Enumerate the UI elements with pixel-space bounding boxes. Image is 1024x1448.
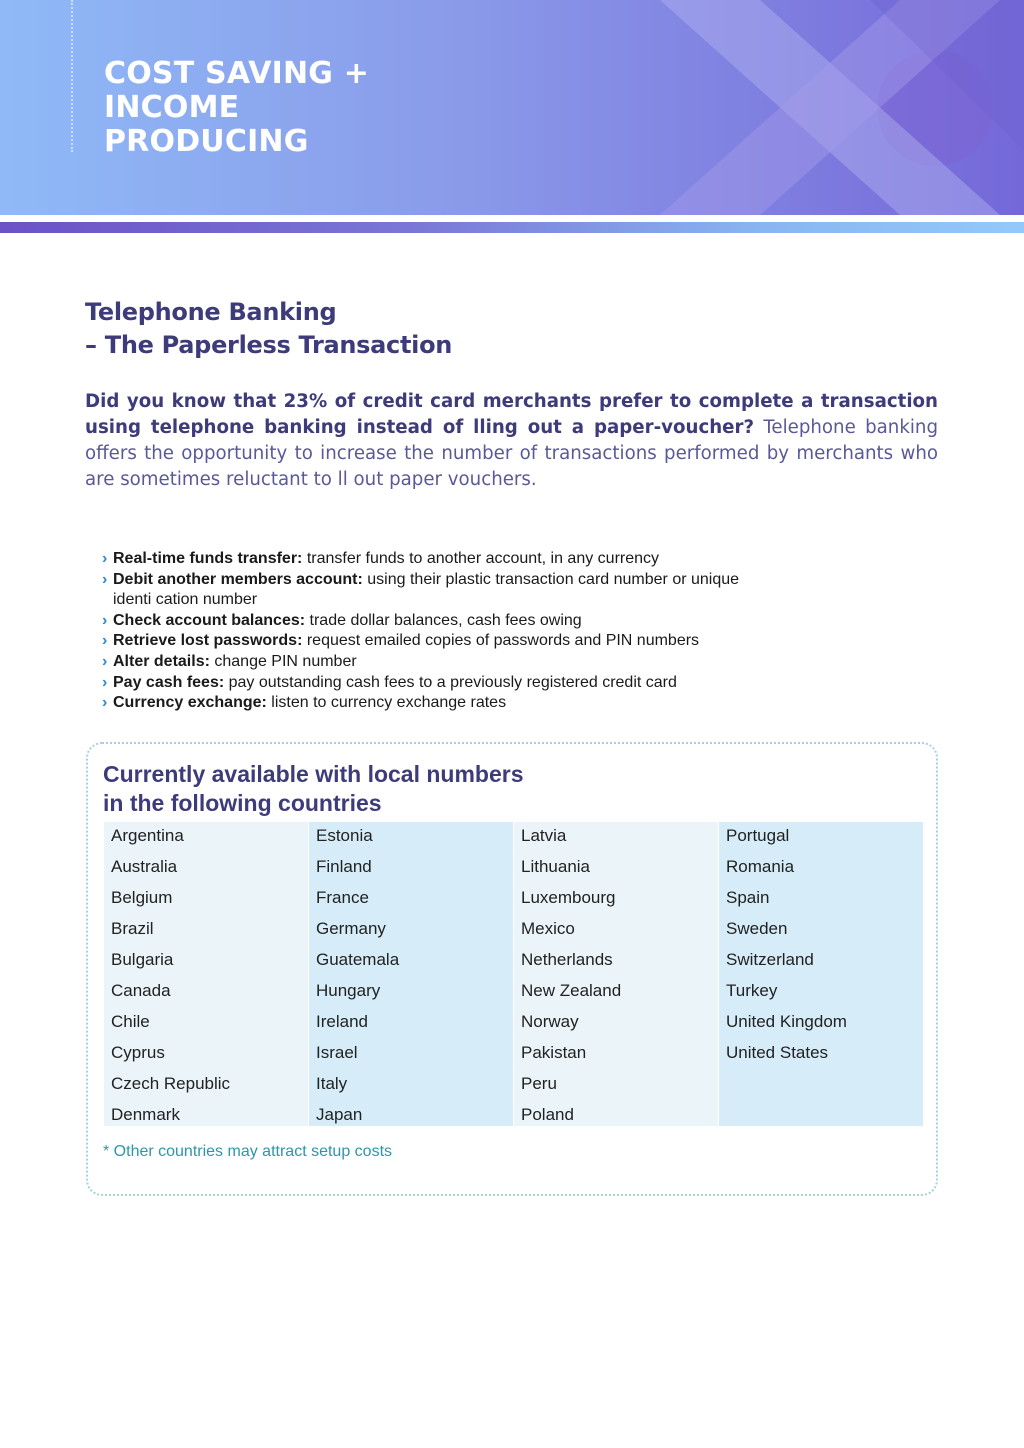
country-cell: Italy <box>316 1074 348 1093</box>
country-cell: Bulgaria <box>111 950 174 969</box>
banner-dotted-line <box>71 0 73 152</box>
chevron-right-icon: › <box>102 694 108 712</box>
country-cell: Spain <box>726 888 770 907</box>
countries-column <box>514 822 718 1126</box>
countries-column <box>309 822 513 1126</box>
feature-label: Currency exchange: <box>113 694 267 712</box>
country-cell: Lithuania <box>521 857 591 876</box>
feature-label: Retrieve lost passwords: <box>113 632 303 650</box>
feature-item <box>102 652 862 673</box>
feature-list <box>102 549 862 714</box>
country-cell: Guatemala <box>316 950 400 969</box>
feature-label: Real-time funds transfer: <box>113 550 303 567</box>
countries-table <box>104 822 923 1126</box>
country-cell: Pakistan <box>521 1043 587 1062</box>
country-cell: Cyprus <box>111 1043 165 1062</box>
feature-item <box>102 673 862 694</box>
country-cell: Australia <box>111 857 178 876</box>
country-cell: Japan <box>316 1105 363 1124</box>
country-cell: United Kingdom <box>726 1012 847 1031</box>
country-cell: Finland <box>316 857 372 876</box>
country-cell: Estonia <box>316 826 373 845</box>
footnote: * Other countries may attract setup costs <box>103 1143 393 1160</box>
header-banner <box>0 0 1024 215</box>
feature-text: transfer funds to another account, in any currency <box>302 550 660 567</box>
banner-title-line: COST SAVING + <box>104 56 370 91</box>
section-title-line1: Telephone Banking <box>85 298 337 326</box>
chevron-right-icon: › <box>102 652 108 670</box>
country-cell: Mexico <box>521 919 575 938</box>
feature-text: change PIN number <box>209 652 357 670</box>
intro-rest: Telephone banking offers the opportunity to increase the number of transactions performed by merchants who are sometimes reluctant to ll out paper vouchers. <box>85 417 938 490</box>
country-cell: Latvia <box>521 826 567 845</box>
country-cell: Brazil <box>111 919 154 938</box>
chevron-right-icon: › <box>102 550 108 567</box>
country-cell: Poland <box>521 1105 574 1124</box>
feature-text: using their plastic transaction card number or unique <box>362 570 740 588</box>
country-cell: Chile <box>111 1012 150 1031</box>
country-cell: Argentina <box>111 826 184 845</box>
country-cell: Romania <box>726 857 795 876</box>
feature-label: Check account balances: <box>113 611 306 629</box>
country-cell: Czech Republic <box>111 1074 231 1093</box>
intro-paragraph <box>85 389 938 493</box>
section-title <box>85 296 452 362</box>
gradient-band <box>0 222 1024 233</box>
feature-item <box>102 693 862 714</box>
country-cell: Denmark <box>111 1105 180 1124</box>
intro-lead: Did you know that 23% of credit card merchants prefer to complete a transaction using telephone banking instead of lling out a paper-voucher? <box>85 391 938 438</box>
country-cell: New Zealand <box>521 981 622 1000</box>
banner-title-line: PRODUCING <box>104 124 309 159</box>
feature-text: trade dollar balances, cash fees owing <box>305 611 582 629</box>
country-cell: Sweden <box>726 919 788 938</box>
countries-column <box>104 822 308 1126</box>
feature-text: pay outstanding cash fees to a previously registered credit card <box>224 673 677 691</box>
country-cell: Portugal <box>726 826 790 845</box>
country-cell: Hungary <box>316 981 381 1000</box>
countries-title <box>103 760 524 818</box>
country-cell: France <box>316 888 369 907</box>
countries-title-line1: Currently available with local numbers <box>103 761 524 787</box>
country-cell: Luxembourg <box>521 888 616 907</box>
feature-label: Debit another members account: <box>113 570 363 588</box>
country-cell: United States <box>726 1043 829 1062</box>
feature-text: listen to currency exchange rates <box>266 694 507 712</box>
feature-item <box>102 611 862 632</box>
chevron-right-icon: › <box>102 611 108 629</box>
feature-item <box>102 631 862 652</box>
chevron-right-icon: › <box>102 632 108 650</box>
chevron-right-icon: › <box>102 570 108 588</box>
countries-column <box>719 822 923 1126</box>
country-cell: Norway <box>521 1012 579 1031</box>
feature-item <box>102 570 862 611</box>
country-cell: Netherlands <box>521 950 613 969</box>
country-cell: Belgium <box>111 888 173 907</box>
banner-title-line: INCOME <box>104 90 240 125</box>
country-cell: Turkey <box>726 981 778 1000</box>
feature-label: Alter details: <box>113 652 210 670</box>
feature-label: Pay cash fees: <box>113 673 225 691</box>
section-title-line2: – The Paperless Transaction <box>85 331 453 359</box>
chevron-right-icon: › <box>102 673 108 691</box>
country-cell: Ireland <box>316 1012 368 1031</box>
banner-gap <box>0 215 1024 222</box>
country-cell: Switzerland <box>726 950 814 969</box>
country-cell: Germany <box>316 919 386 938</box>
feature-text-continued: identi cation number <box>113 591 258 609</box>
feature-text: request emailed copies of passwords and PIN numbers <box>302 632 700 650</box>
countries-title-line2: in the following countries <box>103 790 382 816</box>
country-cell: Canada <box>111 981 171 1000</box>
country-cell: Peru <box>521 1074 557 1093</box>
banner-title <box>104 57 504 159</box>
feature-item <box>102 549 862 570</box>
country-cell: Israel <box>316 1043 358 1062</box>
